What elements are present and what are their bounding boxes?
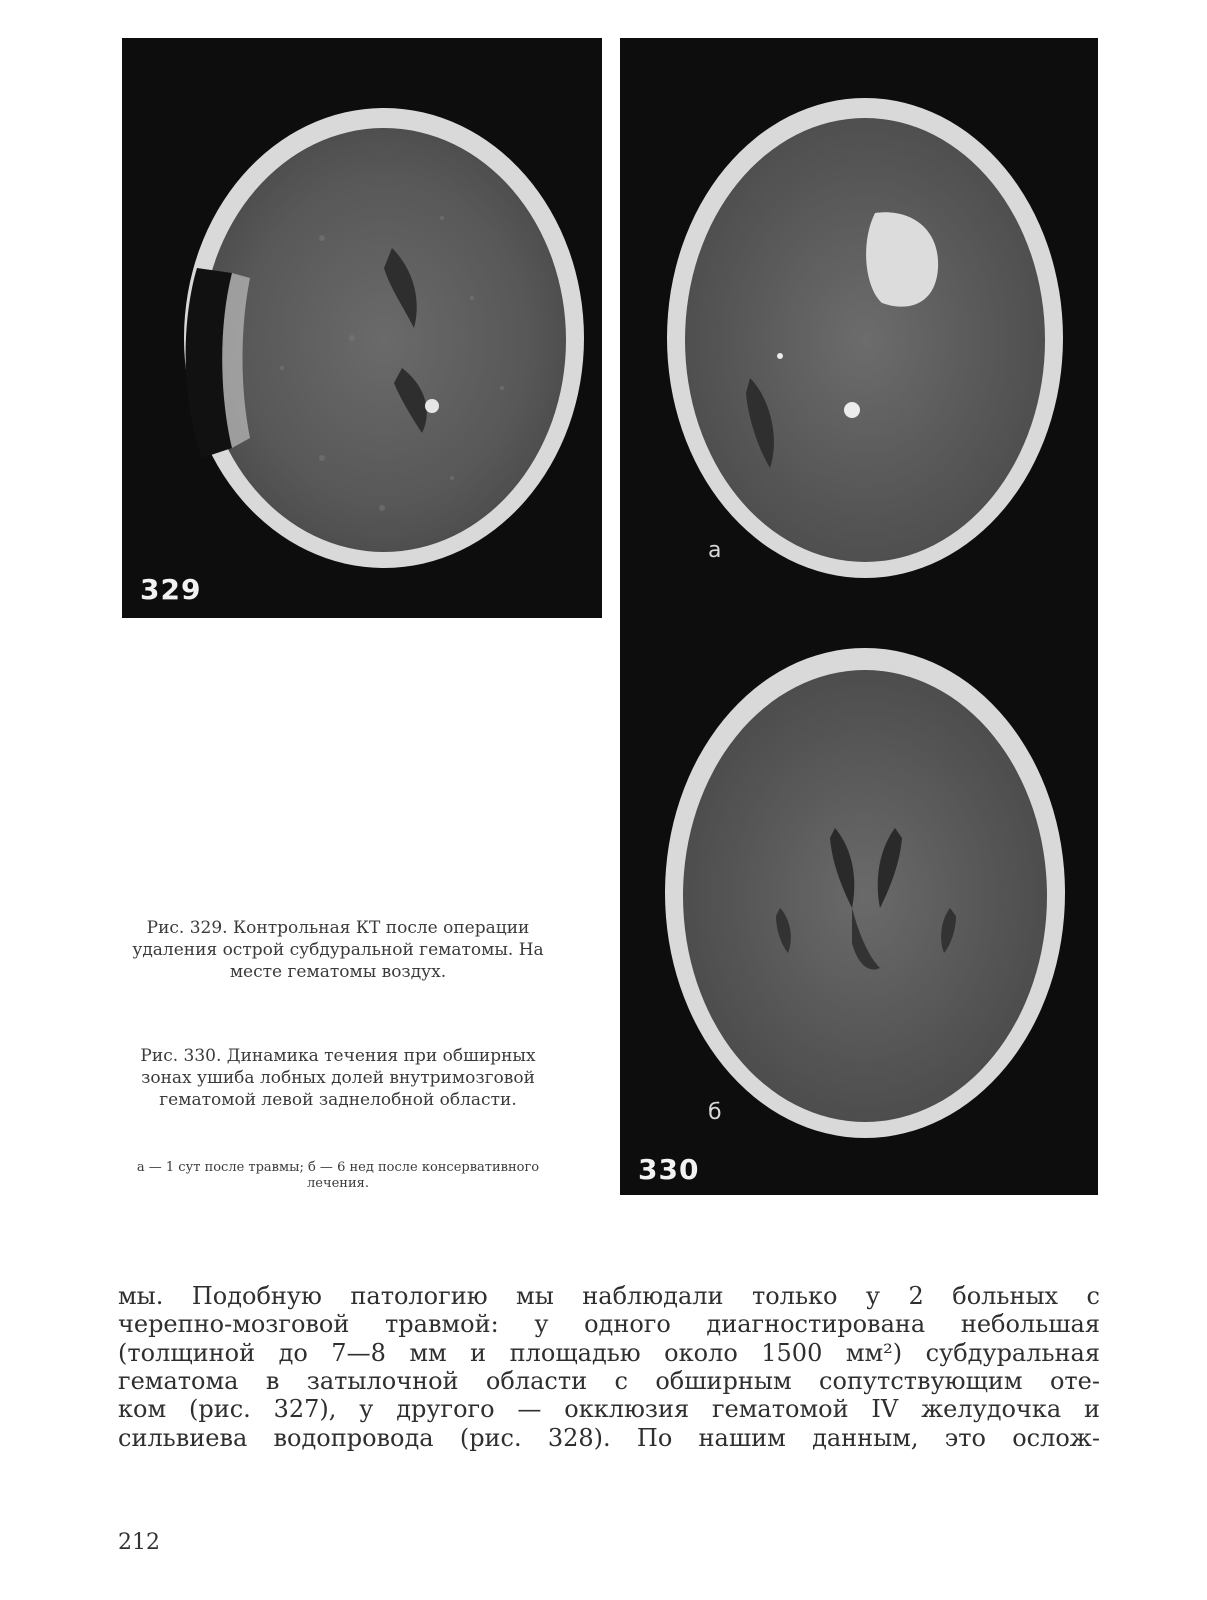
figure-330-ct-scans	[620, 38, 1098, 1195]
figure-330-caption: Рис. 330. Динамика течения при обширных зонах ушиба лобных долей внутримозговой гематомой левой заднелобной области.	[140, 1046, 536, 1110]
body-line: ком (рис. 327), у другого — окклюзия гематомой IV желудочка и	[118, 1395, 1100, 1424]
body-paragraph	[118, 1282, 1100, 1452]
figure-number-330: 330	[638, 1153, 700, 1186]
body-line: (толщиной до 7—8 мм и площадью около 1500 мм²) субдуральная	[118, 1338, 1100, 1367]
page-number: 212	[118, 1530, 160, 1555]
ct-scan-330-images	[620, 38, 1098, 1195]
figure-330-panel-b-label: б	[708, 1100, 722, 1125]
figure-330-panel-a-label: а	[708, 538, 722, 563]
figure-329-ct-scan	[122, 38, 602, 618]
body-line: гематома в затылочной области с обширным сопутствующим оте-	[118, 1366, 1100, 1395]
figure-number-329: 329	[140, 573, 202, 606]
figure-329-caption: Рис. 329. Контрольная КТ после операции удаления острой субдуральной гематомы. На месте гематомы воздух.	[132, 918, 544, 982]
ct-scan-329-image	[122, 38, 602, 618]
body-line: сильвиева водопровода (рис. 328). По нашим данным, это ослож-	[118, 1423, 1100, 1452]
body-line: мы. Подобную патологию мы наблюдали только у 2 больных с	[118, 1282, 1100, 1310]
body-line: черепно-мозговой травмой: у одного диагностирована небольшая	[118, 1310, 1100, 1339]
figure-330-caption-note: а — 1 сут после травмы; б — 6 нед после консервативного лечения.	[136, 1160, 540, 1191]
